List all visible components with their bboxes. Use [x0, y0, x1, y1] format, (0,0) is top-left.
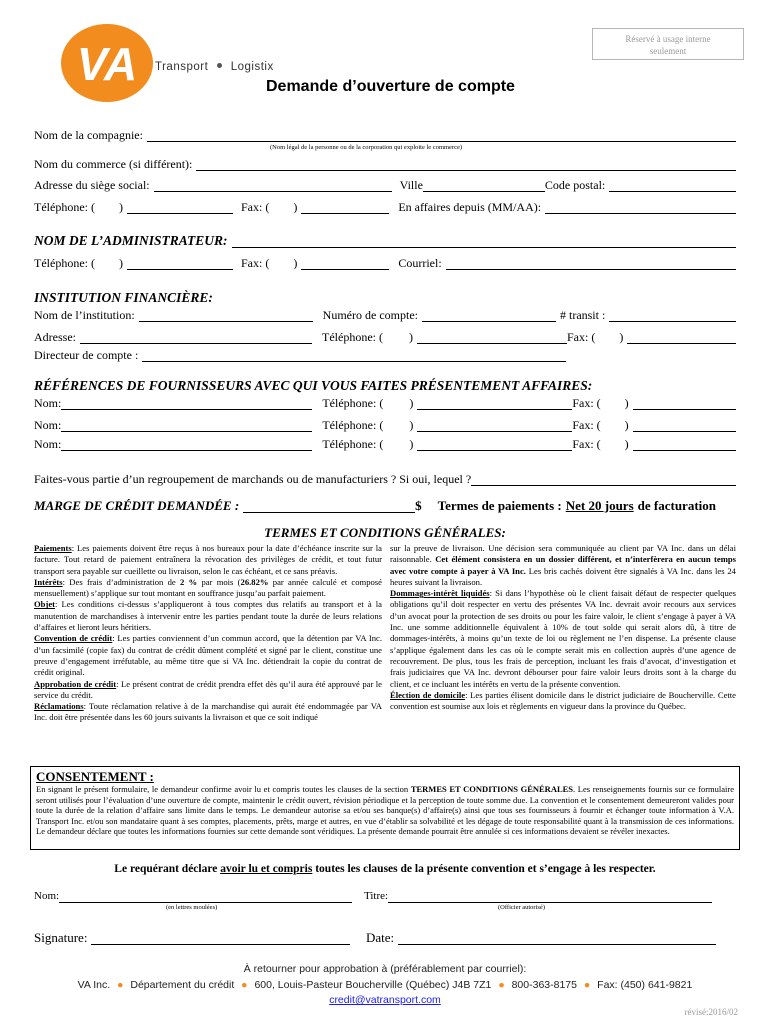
- col2-bold: Cet élément consistera en un dossier différent, et n’interfèrera en aucun temps avec votre compte à payer à VA Inc.: [390, 554, 736, 576]
- supplier-fax-label: Fax: (: [572, 396, 601, 410]
- signer-name-note: (en lettres moulées): [166, 904, 218, 911]
- group-question-label: Faites-vous partie d’un regroupement de marchands ou de manufacturiers ? Si oui, lequel ?: [34, 472, 472, 486]
- supplier-phone-field[interactable]: [417, 439, 572, 451]
- signer-title-field[interactable]: [388, 891, 712, 903]
- supplier-row: [34, 437, 736, 451]
- bank-phone-label: Téléphone: (: [322, 330, 383, 344]
- admin-phone-paren: ): [118, 256, 123, 270]
- admin-row: [34, 234, 736, 248]
- interest-rate: 2 %: [179, 576, 198, 587]
- company-fax-paren: ): [293, 200, 298, 214]
- credit-limit-field[interactable]: [243, 500, 415, 513]
- declaration-prefix: Le requérant déclare: [114, 863, 218, 875]
- tagline-dot-icon: [217, 63, 222, 68]
- signature-label: Signature:: [34, 930, 88, 945]
- supplier-fax-paren: ): [624, 437, 629, 451]
- in-business-since-field[interactable]: [545, 202, 736, 214]
- address-row: [34, 178, 736, 192]
- terms-payments: [34, 543, 382, 577]
- supplier-name-label: Nom:: [34, 437, 62, 451]
- bullet-icon: ●: [498, 979, 505, 991]
- payment-terms-suffix: de facturation: [637, 498, 716, 513]
- footer-return-line: À retourner pour approbation à (préférablement par courriel):: [243, 963, 527, 975]
- transit-label: # transit :: [559, 308, 606, 322]
- suppliers-heading: RÉFÉRENCES DE FOURNISSEURS AVEC QUI VOUS FAITES PRÉSENTEMENT AFFAIRES:: [34, 378, 593, 393]
- claims-text: : Toute réclamation relative à de la marchandise qui aurait été endommagée par VA Inc. doit être présentée dans les 60 jours suivants la livraison et que ce soit indiqué: [34, 701, 382, 723]
- in-business-since-label: En affaires depuis (MM/AA):: [398, 200, 542, 214]
- admin-email-label: Courriel:: [398, 256, 442, 270]
- city-field[interactable]: [423, 180, 545, 192]
- account-number-label: Numéro de compte:: [322, 308, 418, 322]
- interest-annual: 26.82%: [240, 576, 269, 587]
- footer-address: 600, Louis-Pasteur Boucherville (Québec) J4B 7Z1: [254, 979, 492, 991]
- bullet-icon: ●: [117, 979, 124, 991]
- interest-text-c: par année calculé et composé mensuellement) s’applique sur tout montant en souffrance jusqu’au parfait paiement.: [34, 576, 382, 599]
- payments-text: : Les paiements doivent être reçus à nos bureaux pour la date d’échéance inscrite sur la facture. Tout retard de paiement entraînera la révocation des privilèges de crédit, et tout futur transport sera payable sur cueillette ou livraison, selon le cas échéant, et ce sans préavis.: [34, 543, 382, 576]
- signer-name-row: [34, 889, 352, 903]
- supplier-name-label: Nom:: [34, 396, 62, 410]
- date-row: [366, 931, 716, 945]
- supplier-phone-label: Téléphone: (: [322, 418, 384, 432]
- supplier-name-label: Nom:: [34, 418, 62, 432]
- supplier-fax-paren: ): [624, 418, 629, 432]
- supplier-phone-paren: ): [409, 396, 414, 410]
- footer-phone: 800-363-8175: [511, 979, 577, 991]
- supplier-fax-label: Fax: (: [572, 437, 601, 451]
- city-label: Ville: [399, 178, 423, 192]
- supplier-fax-field[interactable]: [633, 398, 736, 410]
- footer-email-link[interactable]: credit@vatransport.com: [329, 994, 441, 1006]
- interest-label: Intérêts: [34, 576, 63, 587]
- tagline-logistix: Logistix: [230, 61, 274, 73]
- credit-limit-label: MARGE DE CRÉDIT DEMANDÉE :: [34, 498, 240, 513]
- supplier-fax-field[interactable]: [633, 439, 736, 451]
- transit-field[interactable]: [609, 310, 736, 322]
- bank-address-label: Adresse:: [34, 330, 76, 344]
- va-logo: [58, 22, 156, 104]
- signer-name-label: Nom:: [34, 890, 60, 902]
- footer-company: VA Inc.: [77, 979, 111, 991]
- consent-heading: CONSENTEMENT :: [36, 769, 154, 784]
- bank-heading: INSTITUTION FINANCIÈRE:: [34, 290, 213, 305]
- account-director-label: Directeur de compte :: [34, 348, 139, 362]
- consent-text-b: . Les renseignements fournis sur ce formulaire seront utilisés pour l’évaluation d’une ouverture de compte, maintenir le crédit ouvert, révision périodique et la perception de toute somme due. La convention et le consentement demeureront valides pour toute la durée de la relation d’affaire sans limite dans le temps. Le demandeur autorise sa et/ou ses banque(s) d’affaire(s) ainsi que tous ses fournisseurs à fournir et échanger toute information à V.A. Transport Inc. et/ou son mandataire quant à ses comptes, placements, prêts, marge et autres, en vue d’établir sa solvabilité et les dégage de toute responsabilité quant à la transmission de ces informations. Le demandeur déclare que toutes les informations fournies sur cette demande sont véridiques. La présente demande pourrait être annulée si ces informations devaient se révéler inexactes.: [36, 784, 734, 837]
- company-phone-row: [34, 200, 736, 214]
- trade-name-field[interactable]: [196, 159, 736, 171]
- bank-phone-field[interactable]: [417, 332, 567, 344]
- consent-text-a: En signant le présent formulaire, le demandeur confirme avoir lu et compris toutes les clauses de la section: [36, 784, 409, 794]
- bank-fax-field[interactable]: [627, 332, 736, 344]
- account-director-field[interactable]: [142, 350, 566, 362]
- address-label: Adresse du siège social:: [34, 178, 150, 192]
- tagline-transport: Transport: [155, 61, 209, 73]
- declaration-underlined: avoir lu et compris: [220, 863, 313, 875]
- company-phone-paren: ): [118, 200, 123, 214]
- interest-text-a: : Des frais d’administration de: [62, 576, 176, 587]
- signer-name-field[interactable]: [59, 891, 352, 903]
- admin-phone-field[interactable]: [127, 258, 233, 270]
- bank-fax-label: Fax: (: [566, 330, 596, 344]
- admin-contact-row: [34, 256, 736, 270]
- logo-text: VA: [76, 38, 138, 90]
- col2-text: Les bris cachés doivent être signalés à VA Inc. dans les 24 heures suivant la livraison.: [390, 565, 736, 587]
- tagline: [155, 61, 274, 73]
- group-question-field[interactable]: [471, 474, 736, 486]
- bullet-icon: ●: [241, 979, 248, 991]
- supplier-phone-label: Téléphone: (: [322, 396, 384, 410]
- supplier-name-field[interactable]: [61, 439, 312, 451]
- supplier-row: [34, 396, 736, 410]
- object-label: Objet: [34, 599, 56, 610]
- terms-convention: [34, 633, 382, 678]
- bank-fax-paren: ): [619, 330, 624, 344]
- institution-field[interactable]: [139, 310, 313, 322]
- page-title: Demande d’ouverture de compte: [266, 78, 515, 95]
- group-question-row: [34, 472, 736, 486]
- footer-fax: Fax: (450) 641-9821: [597, 979, 693, 991]
- date-label: Date:: [366, 930, 395, 945]
- terms-claims-continued: [390, 543, 736, 588]
- approval-text: : Le présent contrat de crédit prendra effet dès qu’il aura été approuvé par le service du crédit.: [34, 678, 382, 700]
- revision-date: révisé:2016/02: [684, 1007, 738, 1017]
- terms-heading: TERMES ET CONDITIONS GÉNÉRALES:: [264, 525, 506, 540]
- terms-damages: [390, 588, 736, 690]
- convention-text: : Les parties conviennent d’un commun accord, que la détention par VA Inc. d’un facsimilé (copie fax) du contrat de crédit dûment complété et signé par le client, constitue une preuve d’engagement irréfutable, au même titre que si VA Inc. détiendrait la copie du contrat de crédit original.: [34, 633, 382, 678]
- admin-fax-label: Fax: (: [240, 256, 270, 270]
- company-name-label: Nom de la compagnie:: [34, 128, 143, 142]
- object-text: : Les conditions ci-dessus s’appliqueront à tous comptes dus relatifs au transport et à la manutention de marchandises à intervenir entre les parties pendant toute la durée de leurs relations d’affaires et lieront leurs héritiers.: [34, 599, 382, 633]
- company-fax-label: Fax: (: [240, 200, 270, 214]
- terms-interest: [34, 577, 382, 600]
- bank-row-1: [34, 308, 736, 322]
- supplier-fax-label: Fax: (: [572, 418, 601, 432]
- date-field[interactable]: [398, 932, 716, 945]
- admin-name-field[interactable]: [232, 236, 736, 248]
- payment-terms-label: Termes de paiements :: [437, 498, 562, 513]
- payment-terms-value: Net 20 jours: [565, 498, 634, 513]
- internal-use-line1: Réservé à usage interne: [625, 34, 711, 44]
- payments-label: Paiements: [34, 543, 72, 553]
- consent-text-bold: TERMES ET CONDITIONS GÉNÉRALES: [410, 784, 574, 794]
- terms-object: [34, 599, 382, 633]
- terms-column-right: [390, 543, 736, 712]
- company-name-note: (Nom légal de la personne ou de la corporation qui exploite le commerce): [270, 144, 463, 151]
- supplier-phone-field[interactable]: [417, 420, 572, 432]
- internal-use-box: [592, 28, 744, 60]
- supplier-phone-label: Téléphone: (: [322, 437, 384, 451]
- interest-text-b: par mois (: [201, 576, 241, 587]
- company-fax-field[interactable]: [301, 202, 389, 214]
- admin-fax-paren: ): [293, 256, 298, 270]
- domicile-text: : Les parties élisent domicile dans le district judiciaire de Boucherville. Cette convention est soumise aux lois et règlements en vigueur dans la province du Québec.: [390, 689, 736, 712]
- company-name-field[interactable]: [147, 130, 736, 142]
- postal-code-field[interactable]: [609, 180, 736, 192]
- institution-label: Nom de l’institution:: [34, 308, 135, 322]
- consent-box: [30, 766, 740, 850]
- company-phone-field[interactable]: [127, 202, 233, 214]
- signature-row: [34, 931, 350, 945]
- bank-row-3: [34, 348, 566, 362]
- bullet-icon: ●: [583, 979, 591, 991]
- terms-domicile: [390, 690, 736, 713]
- terms-approval: [34, 679, 382, 702]
- account-number-field[interactable]: [422, 310, 556, 322]
- trade-name-row: [34, 157, 736, 171]
- address-field[interactable]: [154, 180, 392, 192]
- supplier-fax-paren: ): [624, 396, 629, 410]
- declaration-suffix: toutes les clauses de la présente convention et s’engage à les respecter.: [315, 863, 656, 875]
- signer-title-note: (Officier autorisé): [498, 904, 545, 911]
- convention-label: Convention de crédit: [34, 633, 113, 644]
- terms-column-left: [34, 543, 382, 724]
- internal-use-line2: seulement: [649, 46, 687, 56]
- admin-phone-label: Téléphone: (: [34, 256, 95, 270]
- damages-text: : Si dans l’hypothèse où le client faisait défaut de respecter quelques obligations qu’il doit respecter en vertu des présentes VA Inc. devrait avoir recours aux services d’un avocat pour la protection de ses droits ou pour les faire valoir, le client s’engage à payer à VA Inc. une somme additionnelle équivalent à 10% de tout solde qui serait alors dû, à titre de dommages-intérêts, à moins qu’un texte de loi ou règlement ne l’en dispense. La présente clause s’applique également dans les cas où le compte serait mis en collection auprès d’une agence de recouvrement. De plus, tous les frais de perception, incluant les frais d’avocat, d’investigation et frais judiciaires que VA Inc. devront débourser pour faire valoir leurs droits sont à la charge du client, et ce incluant les intérêts en vertu de la présente convention.: [390, 588, 736, 689]
- bank-row-2: [34, 330, 736, 344]
- claims-label: Réclamations: [34, 701, 84, 712]
- supplier-phone-paren: ): [409, 437, 414, 451]
- footer-contact-line: [0, 979, 770, 991]
- credit-row: [34, 499, 736, 513]
- terms-claims: [34, 701, 382, 724]
- trade-name-label: Nom du commerce (si différent):: [34, 157, 193, 171]
- signature-field[interactable]: [91, 932, 350, 945]
- supplier-phone-field[interactable]: [417, 398, 572, 410]
- footer-email-wrap: [0, 994, 770, 1006]
- postal-code-label: Code postal:: [544, 178, 606, 192]
- supplier-name-field[interactable]: [61, 398, 312, 410]
- supplier-row: [34, 418, 736, 432]
- approval-label: Approbation de crédit: [34, 678, 117, 689]
- supplier-phone-paren: ): [409, 418, 414, 432]
- declaration: [0, 863, 770, 875]
- signer-title-row: [364, 889, 712, 903]
- supplier-fax-field[interactable]: [633, 420, 736, 432]
- consent-text: [36, 784, 734, 837]
- col2-intro: sur la preuve de livraison. Une décision sera communiquée au client par VA Inc. dans un délai raisonnable.: [390, 543, 736, 565]
- signer-title-label: Titre:: [364, 890, 389, 902]
- admin-email-field[interactable]: [446, 258, 736, 270]
- admin-fax-field[interactable]: [301, 258, 389, 270]
- footer-department: Département du crédit: [130, 979, 235, 991]
- damages-label: Dommages-intérêt liquidés: [390, 588, 490, 599]
- supplier-name-field[interactable]: [61, 420, 312, 432]
- bank-phone-paren: ): [408, 330, 413, 344]
- admin-heading: NOM DE L’ADMINISTRATEUR:: [34, 233, 228, 248]
- domicile-label: Élection de domicile: [390, 689, 466, 700]
- bank-address-field[interactable]: [80, 332, 312, 344]
- company-name-row: [34, 128, 736, 142]
- company-phone-label: Téléphone: (: [34, 200, 95, 214]
- credit-currency: $: [415, 498, 422, 513]
